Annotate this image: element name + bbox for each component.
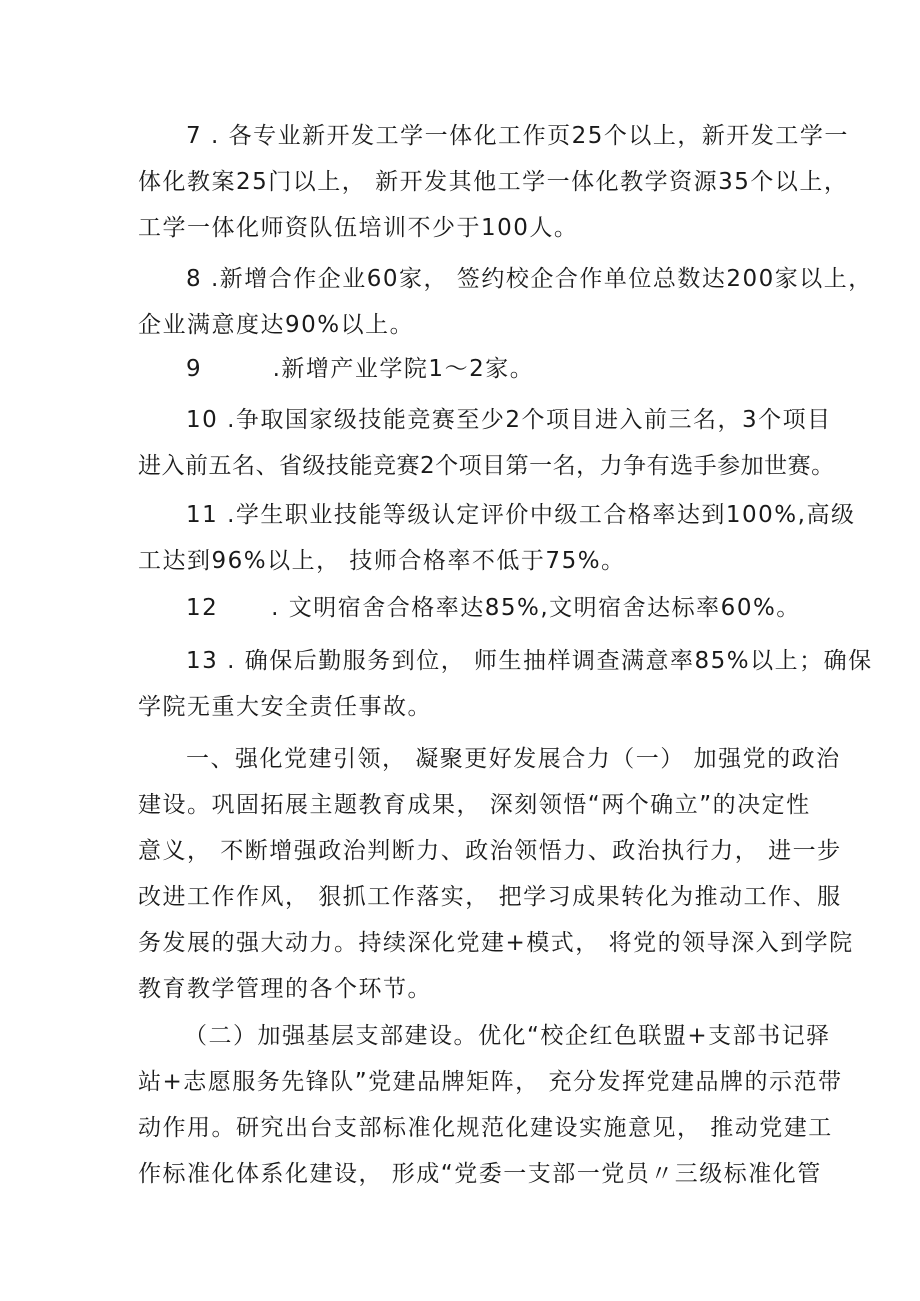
- text-line: （二）加强基层支部建设。优化“校企红色联盟+支部书记驿: [184, 1023, 831, 1049]
- text-line: 意义， 不断增强政治判断力、政治领悟力、政治执行力， 进一步: [138, 838, 842, 864]
- paragraph-11: [138, 492, 856, 584]
- text-line: 建设。巩固拓展主题教育成果， 深刻领悟“两个确立”的决定性: [138, 792, 811, 818]
- text-line: 一、强化党建引领， 凝聚更好发展合力（一） 加强党的政治: [186, 746, 841, 772]
- text-line: 13 . 确保后勤服务到位， 师生抽样调查满意率85%以上；确保: [186, 648, 873, 674]
- text-line: 11 .学生职业技能等级认定评价中级工合格率达到100%,高级: [186, 502, 856, 528]
- paragraph-8: [138, 256, 873, 348]
- text-line: 站+志愿服务先锋队”党建品牌矩阵， 充分发挥党建品牌的示范带: [138, 1069, 843, 1095]
- text-line: 8 .新增合作企业60家， 签约校企合作单位总数达200家以上，: [186, 266, 873, 292]
- text-line: 工学一体化师资队伍培训不少于100人。: [138, 215, 579, 241]
- paragraph-7: [138, 113, 849, 251]
- text-line: 动作用。研究出台支部标准化规范化建设实施意见， 推动党建工: [138, 1115, 833, 1141]
- text-line: 务发展的强大动力。持续深化党建+模式， 将党的领导深入到学院: [138, 930, 854, 956]
- text-line: 10 .争取国家级技能竞赛至少2个项目进入前三名，3个项目: [186, 407, 832, 433]
- text-line: 教育教学管理的各个环节。: [138, 976, 432, 1002]
- text-line: 9 .新增产业学院1〜2家。: [186, 356, 535, 382]
- section-branch-building: [138, 1013, 843, 1197]
- text-line: 进入前五名、省级技能竞赛2个项目第一名，力争有选手参加世赛。: [138, 453, 835, 479]
- paragraph-13: [138, 638, 873, 730]
- paragraph-12: [138, 585, 801, 631]
- text-line: 企业满意度达90%以上。: [138, 312, 415, 338]
- paragraph-10: [138, 397, 835, 489]
- text-line: 12 . 文明宿舍合格率达85%,文明宿舍达标率60%。: [186, 595, 801, 621]
- text-line: 作标准化体系化建设， 形成“党委一支部一党员〃三级标准化管: [138, 1161, 822, 1187]
- text-line: 改进工作作风， 狠抓工作落实， 把学习成果转化为推动工作、服: [138, 884, 842, 910]
- text-line: 体化教案25门以上， 新开发其他工学一体化教学资源35个以上，: [138, 169, 849, 195]
- paragraph-9: [138, 346, 798, 392]
- text-line: 学院无重大安全责任事故。: [138, 694, 432, 720]
- text-line: 7 . 各专业新开发工学一体化工作页25个以上，新开发工学一: [186, 123, 849, 149]
- text-line: 工达到96%以上， 技师合格率不低于75%。: [138, 548, 626, 574]
- section-party-building: [138, 736, 854, 1012]
